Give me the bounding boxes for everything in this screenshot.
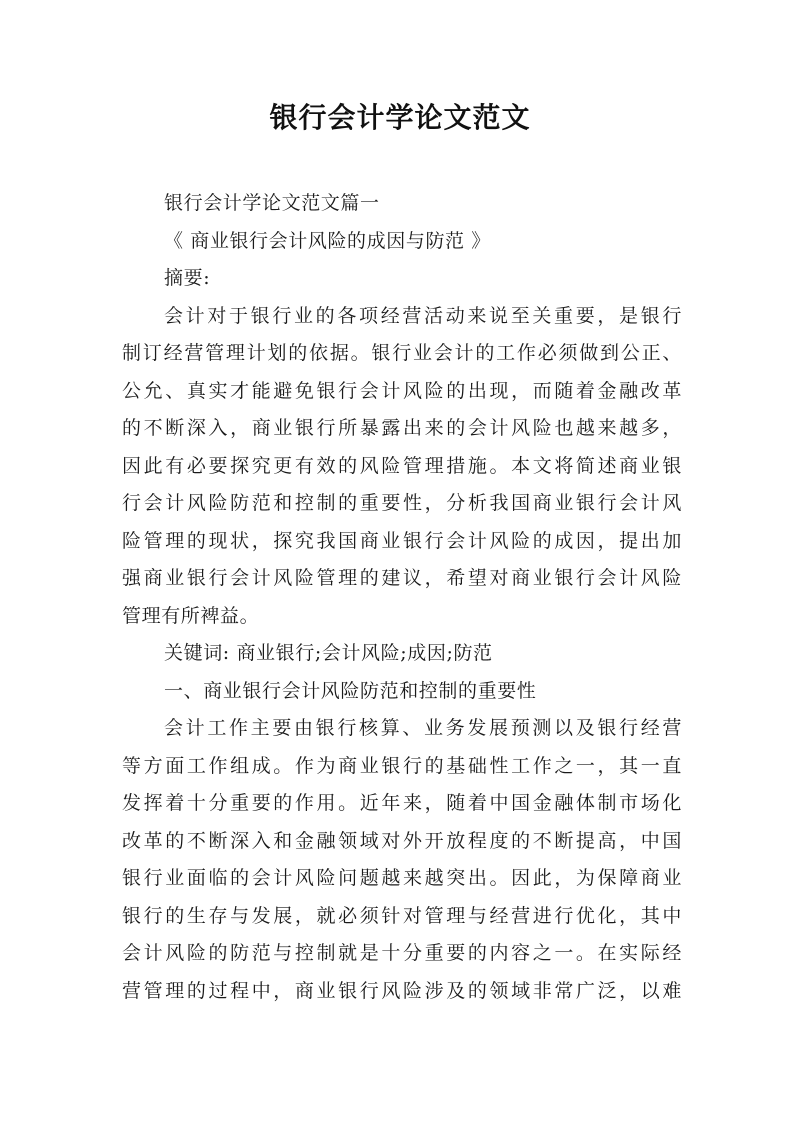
text-line: 银行业面临的会计风险问题越来越突出。因此，为保障商业 [122, 867, 682, 889]
text-line: 《 商业银行会计风险的成因与防范 》 [164, 229, 491, 252]
text-line: 因此有必要探究更有效的风险管理措施。本文将简述商业银 [122, 454, 682, 477]
text-line: 会计对于银行业的各项经营活动来说至关重要，是银行 [164, 304, 682, 327]
text-line: 的不断深入，商业银行所暴露出来的会计风险也越来越多， [122, 417, 682, 439]
text-line: 会计工作主要由银行核算、业务发展预测以及银行经营 [164, 717, 682, 739]
document-body [122, 185, 682, 1010]
text-line: 银行的生存与发展，就必须针对管理与经营进行优化，其中 [122, 904, 682, 927]
text-line: 关键词: 商业银行;会计风险;成因;防范 [164, 642, 493, 664]
text-line: 制订经营管理计划的依据。银行业会计的工作必须做到公正、 [122, 342, 682, 364]
text-line: 一、商业银行会计风险防范和控制的重要性 [164, 679, 537, 702]
text-line: 公允、真实才能避免银行会计风险的出现，而随着金融改革 [122, 379, 682, 402]
text-line: 管理有所裨益。 [122, 604, 260, 627]
text-line: 银行会计学论文范文篇一 [164, 192, 380, 214]
text-line: 改革的不断深入和金融领域对外开放程度的不断提高，中国 [122, 829, 682, 852]
text-line: 营管理的过程中，商业银行风险涉及的领域非常广泛，以难 [122, 979, 682, 1002]
text-line: 行会计风险防范和控制的重要性，分析我国商业银行会计风 [122, 492, 682, 514]
text-line: 发挥着十分重要的作用。近年来，随着中国金融体制市场化 [122, 792, 682, 814]
text-line: 会计风险的防范与控制就是十分重要的内容之一。在实际经 [122, 942, 682, 964]
text-line: 强商业银行会计风险管理的建议，希望对商业银行会计风险 [122, 567, 682, 589]
text-line: 险管理的现状，探究我国商业银行会计风险的成因，提出加 [122, 529, 682, 552]
document-title: 银行会计学论文范文 [269, 101, 531, 134]
text-line: 等方面工作组成。作为商业银行的基础性工作之一，其一直 [122, 754, 682, 777]
text-line: 摘要: [164, 267, 211, 289]
